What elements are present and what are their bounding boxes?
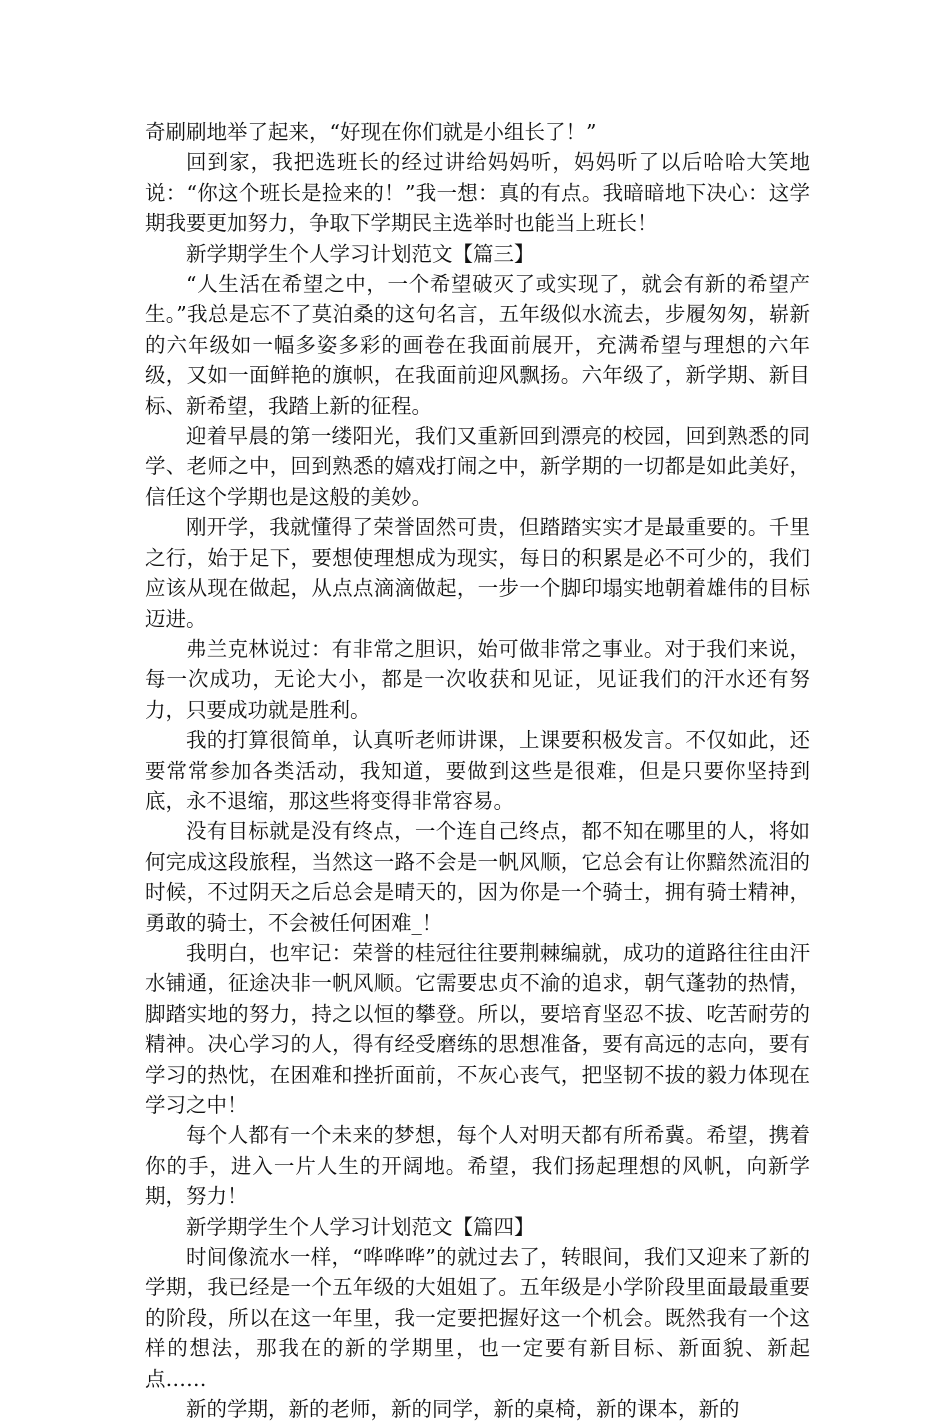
- paragraph-honor: 刚开学，我就懂得了荣誉固然可贵，但踏踏实实才是最重要的。千里之行，始于足下，要想使理想成为现实，每日的积累是必不可少的，我们应该从现在做起，从点点滴滴做起，一步一个脚印塌实地朝着雄伟的目标迈进。: [145, 515, 810, 631]
- paragraph-hope-quote: “人生活在希望之中，一个希望破灭了或实现了，就会有新的希望产生。”我总是忘不了莫泊桑的这句名言，五年级似水流去，步履匆匆，崭新的六年级如一幅多姿多彩的画卷在我面前展开，充满希望与理想的六年级，又如一面鲜艳的旗帜，在我面前迎风飘扬。六年级了，新学期、新目标、新希望，我踏上新的征程。: [145, 272, 810, 418]
- paragraph-laurel: 我明白，也牢记：荣誉的桂冠往往要荆棘编就，成功的道路往往由汗水铺通，征途决非一帆风顺。它需要忠贞不渝的追求，朝气蓬勃的热情，脚踏实地的努力，持之以恒的攀登。所以，要培育坚忍不拔、吃苦耐劳的精神。决心学习的人，得有经受磨练的思想准备，要有高远的志向，要有学习的热忱，在困难和挫折面前，不灰心丧气，把坚韧不拔的毅力体现在学习之中！: [145, 940, 810, 1117]
- section-heading-part-three: 新学期学生个人学习计划范文【篇三】: [186, 241, 535, 266]
- paragraph-goal: 没有目标就是没有终点，一个连自己终点，都不知在哪里的人，将如何完成这段旅程，当然这一路不会是一帆风顺，它总会有让你黯然流泪的时候，不过阴天之后总会是晴天的，因为你是一个骑士，拥有骑士精神，勇敢的骑士，不会被任何困难_！: [145, 819, 810, 935]
- paragraph-new-semester: 新的学期，新的老师，新的同学，新的桌椅，新的课本，新的: [186, 1397, 740, 1422]
- paragraph-time-flies: 时间像流水一样，“哗哗哗”的就过去了，转眼间，我们又迎来了新的学期，我已经是一个五年级的大姐姐了。五年级是小学阶段里面最最重要的阶段，所以在这一年里，我一定要把握好这一个机会。既然我有一个这样的想法，那我在的新的学期里，也一定要有新目标、新面貌、新起点……: [145, 1245, 810, 1391]
- paragraph-morning-sunlight: 迎着早晨的第一缕阳光，我们又重新回到漂亮的校园，回到熟悉的同学、老师之中，回到熟悉的嬉戏打闹之中，新学期的一切都是如此美好，信任这个学期也是这般的美妙。: [145, 424, 810, 509]
- paragraph-franklin: 弗兰克林说过：有非常之胆识，始可做非常之事业。对于我们来说，每一次成功，无论大小，都是一次收获和见证，见证我们的汗水还有努力，只要成功就是胜利。: [145, 636, 810, 722]
- paragraph-class-monitor: 回到家，我把选班长的经过讲给妈妈听，妈妈听了以后哈哈大笑地说：“你这个班长是捡来的！”我一想：真的有点。我暗暗地下决心：这学期我要更加努力，争取下学期民主选举时也能当上班长！: [145, 150, 810, 236]
- paragraph-dream: 每个人都有一个未来的梦想，每个人对明天都有所希冀。希望，携着你的手，进入一片人生的开阔地。希望，我们扬起理想的风帆，向新学期，努力！: [145, 1123, 810, 1209]
- paragraph-plan: 我的打算很简单，认真听老师讲课，上课要积极发言。不仅如此，还要常常参加各类活动，我知道，要做到这些是很难，但是只要你坚持到底，永不退缩，那这些将变得非常容易。: [145, 728, 810, 813]
- section-heading-part-four: 新学期学生个人学习计划范文【篇四】: [186, 1214, 535, 1239]
- document-page: [145, 117, 810, 1424]
- paragraph-continuation: 奇刷刷地举了起来，“好现在你们就是小组长了！”: [145, 120, 597, 144]
